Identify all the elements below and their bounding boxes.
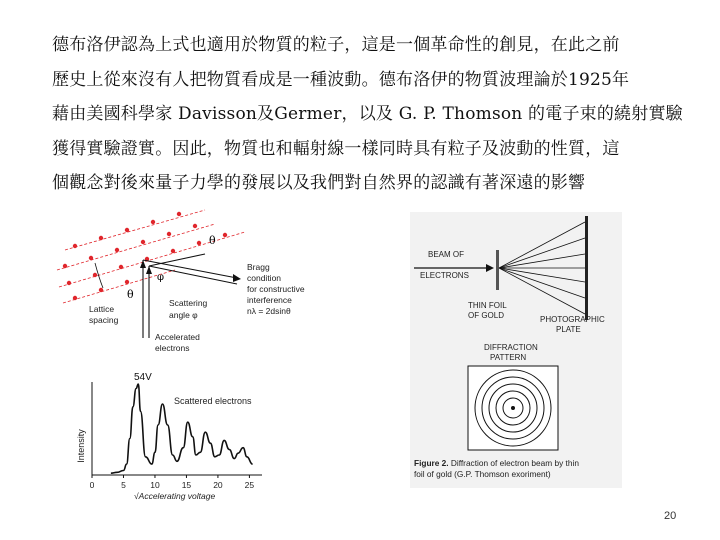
scattering-label-line: Scattering bbox=[169, 298, 208, 308]
accelerated-label-line: Accelerated bbox=[155, 332, 200, 342]
peak-label: 54V bbox=[134, 372, 152, 383]
theta-left-label: θ bbox=[127, 288, 134, 301]
x-tick-label: 0 bbox=[89, 480, 95, 490]
phi-label: φ bbox=[157, 272, 165, 283]
bragg-label-line: for constructive bbox=[247, 284, 305, 294]
theta-top-label: θ bbox=[209, 234, 216, 247]
thomson-diffraction-figure bbox=[410, 212, 622, 488]
lattice-dots bbox=[63, 212, 227, 300]
foil-label-line: THIN FOIL bbox=[468, 301, 507, 310]
pattern-label-line: PATTERN bbox=[490, 353, 527, 362]
scattering-label-line: angle φ bbox=[169, 310, 198, 320]
beam-label-line: BEAM OF bbox=[428, 250, 465, 259]
lattice-planes bbox=[57, 210, 245, 303]
x-tick-label: 25 bbox=[244, 480, 255, 490]
caption-line1: Diffraction of electron beam by thin bbox=[448, 458, 579, 468]
caption-bold: Figure 2. bbox=[414, 458, 449, 468]
svg-text:Accelerated electrons bbox=[155, 332, 202, 353]
y-axis-label: Intensity bbox=[76, 429, 86, 463]
x-axis-label: √Accelerating voltage bbox=[134, 491, 216, 501]
paragraph-line: 個觀念對後來量子力學的發展以及我們對自然界的認識有著深遠的影響 bbox=[52, 173, 586, 193]
page-number: 20 bbox=[664, 510, 677, 522]
body-paragraph bbox=[52, 28, 682, 201]
bragg-label-line: nλ = 2dsinθ bbox=[247, 306, 291, 316]
svg-text:Lattice spacing bbox=[89, 304, 119, 325]
x-tick-label: 10 bbox=[150, 480, 160, 490]
paragraph-line: 藉由美國科學家 Davisson及Germer，以及 G. P. Thomson 的電子束的繞射實驗 bbox=[52, 104, 683, 124]
svg-text:THIN FOIL OF GOLD bbox=[468, 301, 509, 320]
photographic-plate bbox=[585, 216, 588, 320]
gold-foil bbox=[496, 250, 499, 290]
x-tick-label: 15 bbox=[181, 480, 192, 490]
svg-text:Bragg condition for co bbox=[247, 262, 307, 316]
caption-line2: foil of gold (G.P. Thomson exoriment) bbox=[414, 469, 551, 479]
intensity-plot bbox=[70, 368, 270, 503]
paragraph-line: 歷史上從來沒有人把物質看成是一種波動。德布洛伊的物質波理論於1925年 bbox=[52, 69, 630, 90]
plate-label-line: PLATE bbox=[556, 325, 581, 334]
paragraph-line: 獲得實驗證實。因此，物質也和輻射線一樣同時具有粒子及波動的性質，這 bbox=[52, 138, 620, 159]
bragg-label-line: interference bbox=[247, 295, 292, 305]
pattern-label-line: DIFFRACTION bbox=[484, 343, 538, 352]
beam-rays bbox=[143, 254, 237, 338]
foil-label-line: OF GOLD bbox=[468, 311, 505, 320]
bragg-label-line: Bragg bbox=[247, 262, 270, 272]
lattice-label-line: Lattice bbox=[89, 304, 115, 314]
series-label: Scattered electrons bbox=[174, 396, 252, 406]
x-tick-label: 5 bbox=[121, 480, 126, 490]
svg-text:Scattering angle φ bbox=[169, 298, 210, 320]
x-tick-label: 20 bbox=[213, 480, 223, 490]
plate-label-line: PHOTOGRAPHIC bbox=[540, 315, 605, 324]
beam-label-line: ELECTRONS bbox=[420, 271, 469, 280]
bragg-diffraction-figure bbox=[55, 208, 325, 358]
accelerated-label-line: electrons bbox=[155, 343, 190, 353]
paragraph-line: 德布洛伊認為上式也適用於物質的粒子，這是一個革命性的創見，在此之前 bbox=[52, 35, 620, 55]
lattice-label-line: spacing bbox=[89, 315, 119, 325]
bragg-label-line: condition bbox=[247, 273, 282, 283]
